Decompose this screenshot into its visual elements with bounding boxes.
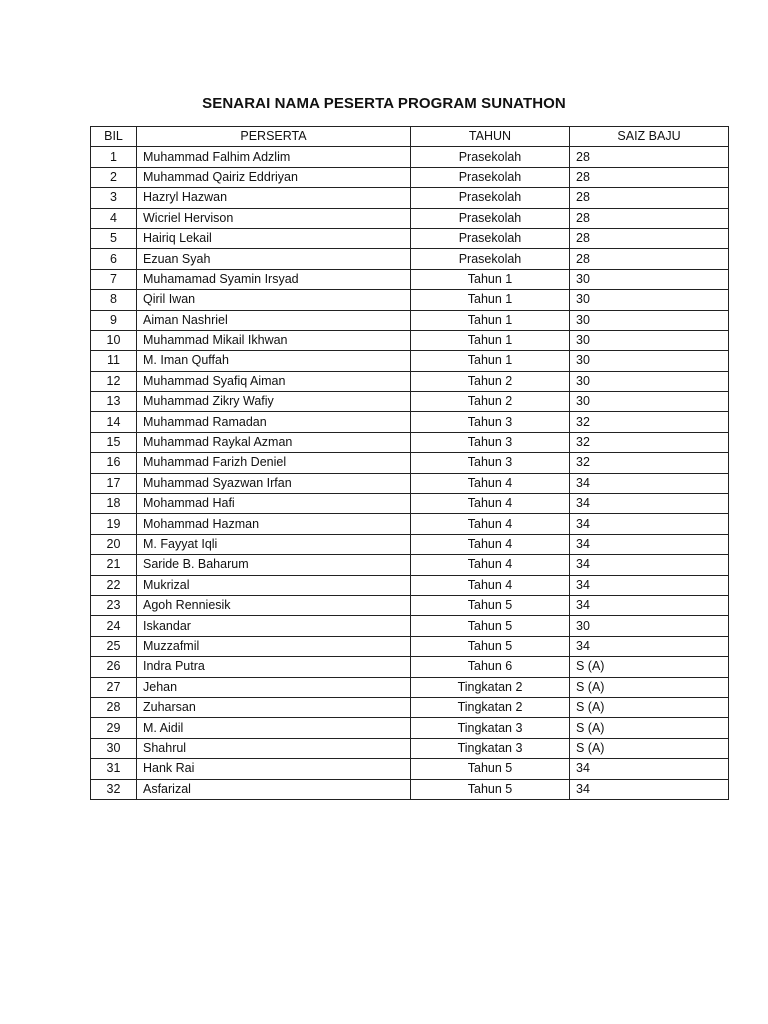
table-row [91,738,729,758]
cell-bil: 1 [91,147,137,167]
cell-tahun: Tahun 4 [411,575,570,595]
cell-name: M. Iman Quffah [137,351,411,371]
table-row [91,657,729,677]
cell-name: Muhammad Falhim Adzlim [137,147,411,167]
header-perserta: PERSERTA [137,127,411,147]
participant-table [90,126,729,800]
cell-saiz-baju: S (A) [570,657,729,677]
cell-bil: 7 [91,269,137,289]
cell-name: Muhammad Mikail Ikhwan [137,330,411,350]
cell-name: Hazryl Hazwan [137,188,411,208]
cell-bil: 4 [91,208,137,228]
cell-name: Saride B. Baharum [137,555,411,575]
cell-tahun: Tahun 5 [411,616,570,636]
table-row [91,595,729,615]
cell-bil: 24 [91,616,137,636]
cell-bil: 3 [91,188,137,208]
cell-tahun: Tahun 1 [411,351,570,371]
cell-saiz-baju: S (A) [570,697,729,717]
cell-tahun: Tahun 3 [411,453,570,473]
cell-saiz-baju: 34 [570,473,729,493]
cell-tahun: Tahun 1 [411,330,570,350]
cell-saiz-baju: 30 [570,392,729,412]
table-row [91,453,729,473]
cell-tahun: Tahun 6 [411,657,570,677]
cell-saiz-baju: 30 [570,269,729,289]
cell-saiz-baju: 30 [570,616,729,636]
cell-bil: 31 [91,759,137,779]
cell-tahun: Tingkatan 3 [411,718,570,738]
table-header [91,127,729,147]
cell-saiz-baju: 32 [570,432,729,452]
cell-bil: 2 [91,167,137,187]
table-row [91,351,729,371]
cell-name: Zuharsan [137,697,411,717]
table-row [91,249,729,269]
cell-name: Ezuan Syah [137,249,411,269]
cell-saiz-baju: 34 [570,575,729,595]
cell-saiz-baju: 28 [570,249,729,269]
cell-name: Asfarizal [137,779,411,799]
cell-name: Jehan [137,677,411,697]
cell-tahun: Tahun 3 [411,432,570,452]
table-row [91,412,729,432]
table-row [91,759,729,779]
table-row [91,494,729,514]
cell-bil: 9 [91,310,137,330]
table-row [91,473,729,493]
cell-name: Muhamamad Syamin Irsyad [137,269,411,289]
cell-bil: 13 [91,392,137,412]
cell-name: Muhammad Zikry Wafiy [137,392,411,412]
table-row [91,432,729,452]
table-row [91,269,729,289]
table-row [91,392,729,412]
table-row [91,330,729,350]
cell-bil: 15 [91,432,137,452]
cell-saiz-baju: 28 [570,188,729,208]
cell-bil: 30 [91,738,137,758]
cell-name: Mohammad Hafi [137,494,411,514]
cell-bil: 17 [91,473,137,493]
cell-name: M. Fayyat Iqli [137,534,411,554]
cell-tahun: Prasekolah [411,249,570,269]
cell-bil: 10 [91,330,137,350]
table-row [91,575,729,595]
cell-saiz-baju: 34 [570,636,729,656]
cell-saiz-baju: 28 [570,228,729,248]
table-row [91,718,729,738]
cell-tahun: Tahun 2 [411,392,570,412]
cell-bil: 16 [91,453,137,473]
cell-tahun: Tahun 1 [411,290,570,310]
cell-saiz-baju: 28 [570,208,729,228]
cell-name: Agoh Renniesik [137,595,411,615]
cell-saiz-baju: 30 [570,330,729,350]
cell-bil: 20 [91,534,137,554]
cell-name: Mukrizal [137,575,411,595]
cell-name: Indra Putra [137,657,411,677]
cell-saiz-baju: 32 [570,412,729,432]
table-row [91,616,729,636]
cell-tahun: Tahun 2 [411,371,570,391]
cell-tahun: Tingkatan 2 [411,677,570,697]
cell-name: Muhammad Farizh Deniel [137,453,411,473]
cell-name: Hairiq Lekail [137,228,411,248]
cell-bil: 19 [91,514,137,534]
table-row [91,534,729,554]
cell-tahun: Tahun 4 [411,555,570,575]
table-row [91,779,729,799]
cell-saiz-baju: 30 [570,371,729,391]
cell-bil: 14 [91,412,137,432]
cell-tahun: Prasekolah [411,167,570,187]
cell-name: Shahrul [137,738,411,758]
cell-name: Aiman Nashriel [137,310,411,330]
document-title: SENARAI NAMA PESERTA PROGRAM SUNATHON [202,95,566,112]
cell-saiz-baju: 34 [570,759,729,779]
cell-saiz-baju: 32 [570,453,729,473]
table-row [91,208,729,228]
cell-bil: 29 [91,718,137,738]
cell-name: M. Aidil [137,718,411,738]
cell-tahun: Prasekolah [411,208,570,228]
cell-saiz-baju: 30 [570,310,729,330]
cell-saiz-baju: 34 [570,534,729,554]
cell-tahun: Tingkatan 3 [411,738,570,758]
cell-saiz-baju: S (A) [570,718,729,738]
cell-saiz-baju: 34 [570,514,729,534]
table-row [91,310,729,330]
cell-bil: 12 [91,371,137,391]
cell-saiz-baju: 28 [570,167,729,187]
cell-tahun: Tahun 5 [411,636,570,656]
cell-saiz-baju: 34 [570,494,729,514]
cell-tahun: Tahun 4 [411,494,570,514]
cell-tahun: Prasekolah [411,228,570,248]
cell-tahun: Tahun 1 [411,310,570,330]
cell-saiz-baju: 28 [570,147,729,167]
cell-tahun: Tahun 4 [411,514,570,534]
cell-saiz-baju: 34 [570,555,729,575]
table-row [91,371,729,391]
cell-tahun: Tahun 5 [411,779,570,799]
cell-name: Muhammad Ramadan [137,412,411,432]
header-saiz-baju: SAIZ BAJU [570,127,729,147]
table-row [91,555,729,575]
cell-bil: 26 [91,657,137,677]
header-tahun: TAHUN [411,127,570,147]
cell-name: Iskandar [137,616,411,636]
cell-tahun: Tahun 5 [411,759,570,779]
header-bil: BIL [91,127,137,147]
cell-bil: 21 [91,555,137,575]
cell-tahun: Tahun 4 [411,534,570,554]
table-row [91,677,729,697]
cell-name: Qiril Iwan [137,290,411,310]
cell-bil: 23 [91,595,137,615]
cell-tahun: Prasekolah [411,147,570,167]
cell-name: Mohammad Hazman [137,514,411,534]
cell-tahun: Tingkatan 2 [411,697,570,717]
cell-name: Muhammad Qairiz Eddriyan [137,167,411,187]
cell-saiz-baju: S (A) [570,677,729,697]
cell-tahun: Tahun 5 [411,595,570,615]
cell-bil: 8 [91,290,137,310]
cell-bil: 22 [91,575,137,595]
table-row [91,514,729,534]
cell-bil: 11 [91,351,137,371]
cell-tahun: Prasekolah [411,188,570,208]
cell-bil: 27 [91,677,137,697]
cell-name: Wicriel Hervison [137,208,411,228]
cell-bil: 25 [91,636,137,656]
table-row [91,188,729,208]
table-row [91,167,729,187]
header-row [91,127,729,147]
table-row [91,228,729,248]
cell-name: Muhammad Syafiq Aiman [137,371,411,391]
cell-tahun: Tahun 3 [411,412,570,432]
cell-saiz-baju: 34 [570,779,729,799]
cell-name: Muhammad Raykal Azman [137,432,411,452]
cell-bil: 5 [91,228,137,248]
cell-name: Muzzafmil [137,636,411,656]
cell-bil: 6 [91,249,137,269]
cell-bil: 32 [91,779,137,799]
cell-saiz-baju: 30 [570,351,729,371]
cell-bil: 18 [91,494,137,514]
table-row [91,697,729,717]
cell-name: Hank Rai [137,759,411,779]
table-row [91,290,729,310]
cell-saiz-baju: 34 [570,595,729,615]
cell-name: Muhammad Syazwan Irfan [137,473,411,493]
cell-bil: 28 [91,697,137,717]
table-row [91,636,729,656]
cell-saiz-baju: 30 [570,290,729,310]
cell-tahun: Tahun 4 [411,473,570,493]
table-row [91,147,729,167]
cell-saiz-baju: S (A) [570,738,729,758]
cell-tahun: Tahun 1 [411,269,570,289]
table-body [91,147,729,800]
